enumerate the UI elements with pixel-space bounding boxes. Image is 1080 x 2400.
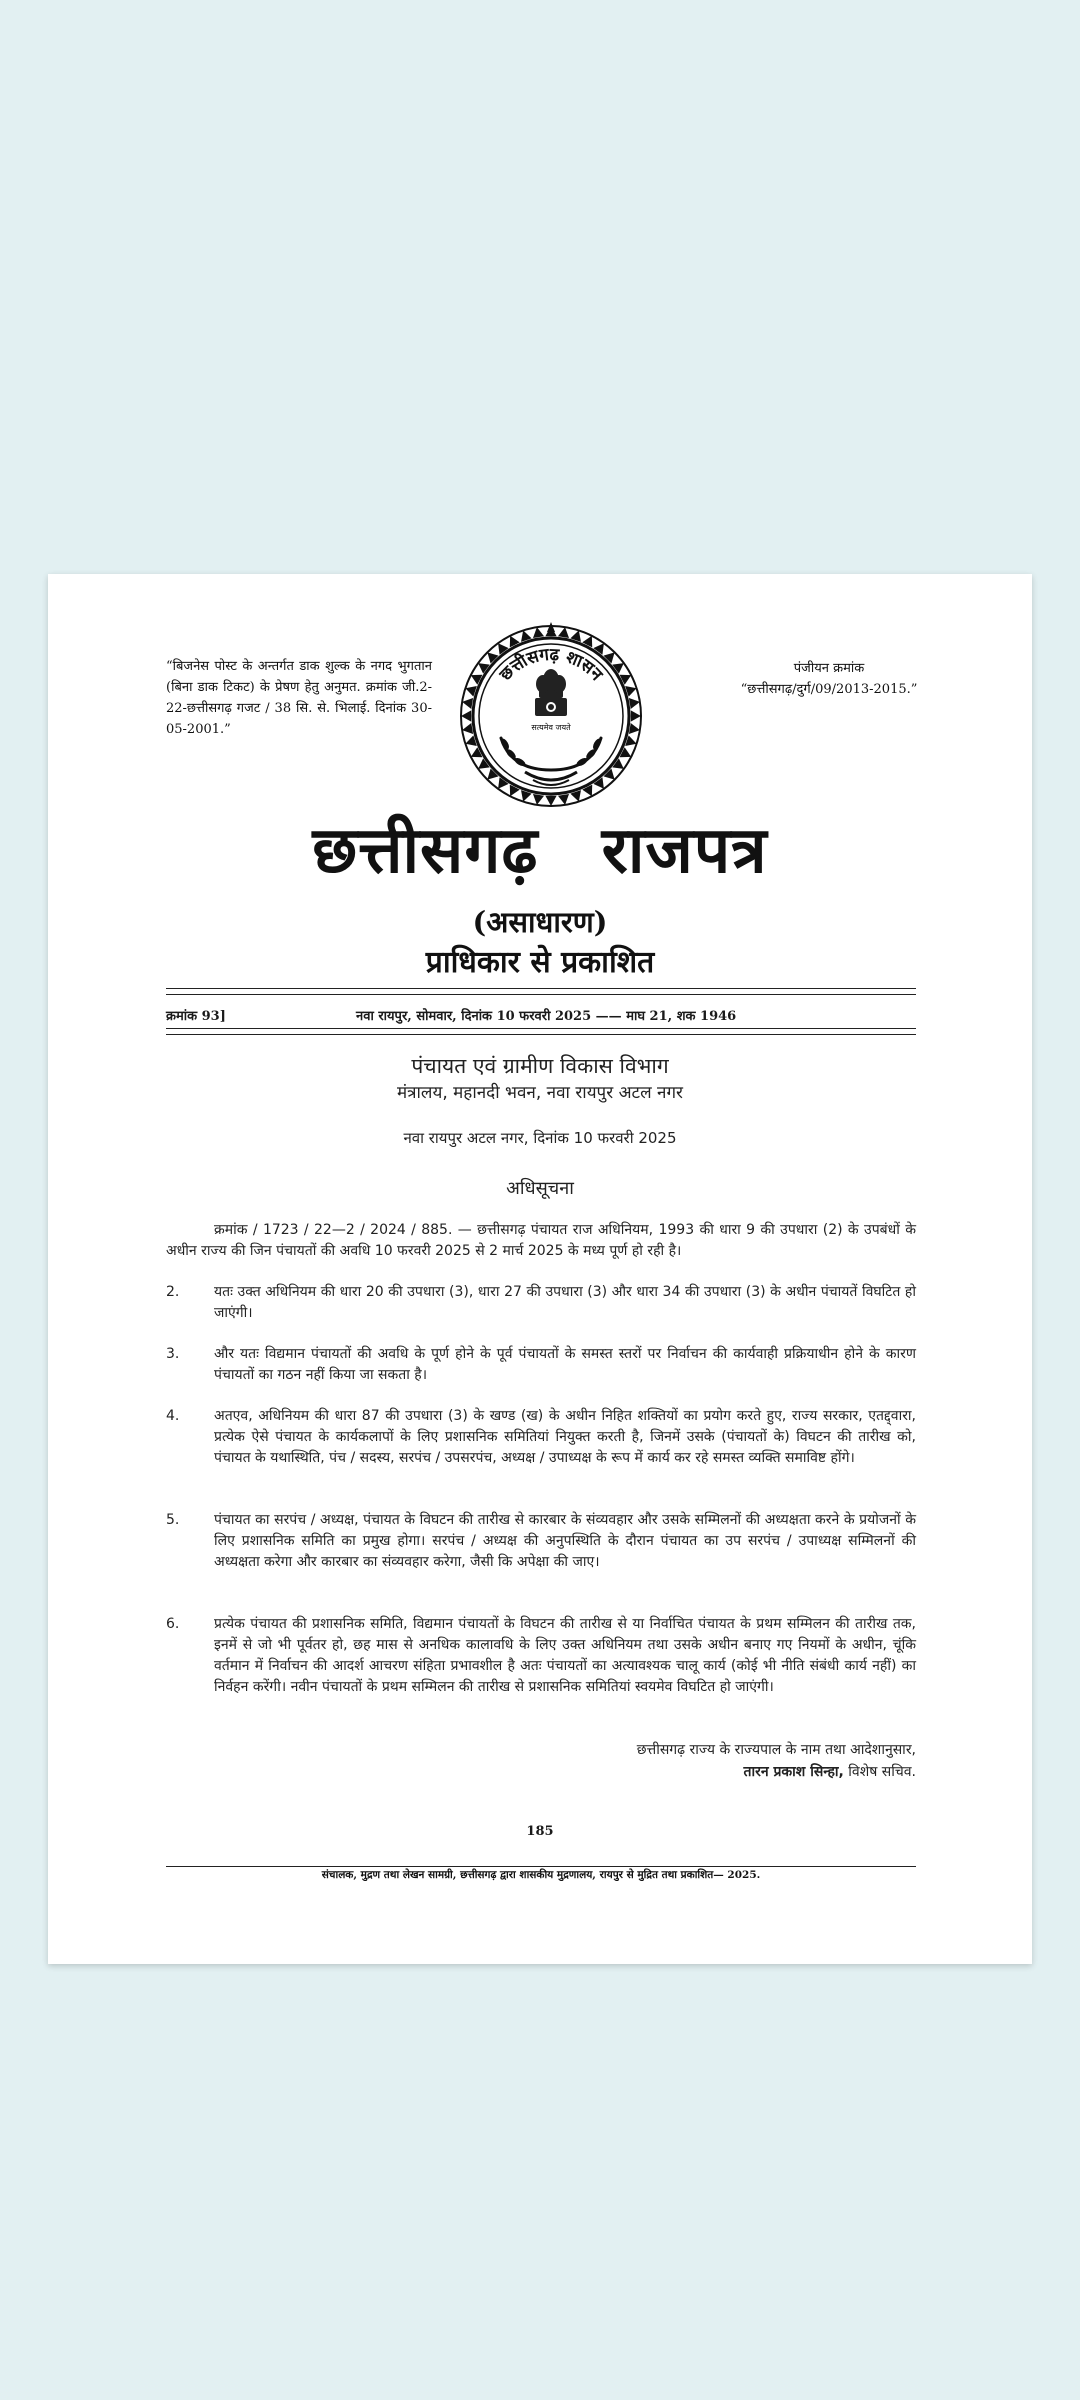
paragraph-number: 2. — [166, 1284, 180, 1300]
paragraph-3 — [166, 1344, 916, 1386]
gazette-page — [48, 574, 1032, 1964]
emblem-ring-tooth — [629, 723, 640, 734]
paragraph-text: अतएव, अधिनियम की धारा 87 की उपधारा (3) के खण्ड (ख) के अधीन निहित शक्तियों का प्रयोग करते हुए, राज्य सरकार, एतद्द्वारा, प्रत्येक ऐसे पंचायत के कार्यकलापों के लिए प्रशासनिक समितियां नियुक्त करती है, जिनमें उसके (पंचायतों के) विघटन की तारीख को, पंचायत के यथास्थिति, पंच / सदस्य, सरपंच / उपसरपंच, अध्यक्ष / उपाध्यक्ष के रूप में कार्य कर रहे समस्त व्यक्ति समाविष्ट होंगे। — [214, 1408, 916, 1466]
page-number: 185 — [526, 1824, 554, 1839]
registration-number: “छत्तीसगढ़/दुर्ग/09/2013-2015.” — [740, 682, 918, 697]
paragraph-6 — [166, 1614, 916, 1698]
emblem-ring-tooth — [545, 626, 556, 636]
emblem-ring-tooth — [629, 698, 640, 709]
emblem-ring-tooth — [558, 627, 569, 638]
governor-order-line: छत्तीसगढ़ राज्य के राज्यपाल के नाम तथा आदेशानुसार, — [636, 1742, 916, 1758]
emblem-ring-tooth — [462, 698, 473, 709]
paragraph-text: प्रत्येक पंचायत की प्रशासनिक समिति, विद्यमान पंचायतों के विघटन की तारीख से या निर्वाचित पंचायत के प्रथम सम्मिलन की तारीख तक, इनमें से जो भी पूर्वतर हो, छह मास से अनधिक कालावधि के लिए उक्त अधिनियम तथा उसके अधीन बनाए गए नियमों के अधीन, चूंकि वर्तमान में निर्वाचन की आदर्श आचरण संहिता प्रभावशील है अतः पंचायतों का अत्यावश्यक चालू कार्य (कोई भी नीति संबंधी कार्य नहीं) का निर्वहन करेंगी। नवीन पंचायतों के प्रथम सम्मिलन की तारीख से प्रशासनिक समितियां स्वयमेव विघटित हो जाएंगी। — [214, 1616, 916, 1695]
paragraph-number: 5. — [166, 1512, 180, 1528]
paragraph-text: पंचायत का सरपंच / अध्यक्ष, पंचायत के विघटन की तारीख से कारबार के संव्यवहार और उसके सम्मिलनों की अध्यक्षता करने के प्रयोजनों के लिए प्रशासनिक समिति का प्रमुख होगा। सरपंच / अध्यक्ष की अनुपस्थिति के दौरान पंचायत का उप सरपंच / उपाध्यक्ष सम्मिलनों की अध्यक्षता करेगा और कारबार का संव्यवहार करेगा, जैसी कि अपेक्षा की जाए। — [214, 1512, 916, 1570]
department-address: मंत्रालय, महानदी भवन, नवा रायपुर अटल नगर — [396, 1083, 684, 1103]
emblem-ring-tooth — [461, 710, 471, 721]
paragraph-2 — [166, 1282, 916, 1324]
gazette-extraordinary: (असाधारण) — [472, 905, 608, 939]
emblem-ring-tooth — [533, 627, 544, 638]
top-double-rule-2 — [166, 994, 916, 995]
notice-title: अधिसूचना — [506, 1178, 574, 1199]
paragraph-number: 4. — [166, 1408, 180, 1424]
paragraph-number: 6. — [166, 1616, 180, 1632]
bottom-double-rule-2 — [166, 1034, 916, 1035]
paragraph-text: और यतः विद्यमान पंचायतों की अवधि के पूर्ण होने के पूर्व पंचायतों के समस्त स्तरों पर निर्वाचन की कार्यवाही प्रक्रियाधीन होने के कारण पंचायतों का गठन नहीं किया जा सकता है। — [214, 1346, 916, 1383]
postal-permit-note: “बिजनेस पोस्ट के अन्तर्गत डाक शुल्क के नगद भुगतान (बिना डाक टिकट) के प्रेषण हेतु अनुमत. क्रमांक जी.2-22-छत्तीसगढ़ गजट / 38 सि. से. भिलाई. दिनांक 30-05-2001.” — [166, 659, 432, 737]
bottom-double-rule-1 — [166, 1028, 916, 1029]
registration-block — [698, 658, 960, 700]
footer-rule — [166, 1866, 916, 1867]
registration-label: पंजीयन क्रमांक — [793, 661, 865, 676]
intro-paragraph: क्रमांक / 1723 / 22—2 / 2024 / 885. — छत्तीसगढ़ पंचायत राज अधिनियम, 1993 की धारा 9 की उपधारा (2) के उपबंधों के अधीन राज्य की जिन पंचायतों की अवधि 10 फरवरी 2025 से 2 मार्च 2025 के मध्य पूर्ण हो रही है। — [166, 1222, 916, 1259]
state-emblem-icon — [455, 620, 647, 812]
emblem-ring-tooth — [462, 723, 473, 734]
signatory-name: तारन प्रकाश सिन्हा, — [743, 1764, 844, 1780]
top-double-rule-1 — [166, 988, 916, 989]
gazette-authority-line: प्राधिकार से प्रकाशित — [425, 945, 655, 980]
signatory — [743, 1762, 916, 1781]
paragraph-5 — [166, 1510, 916, 1573]
printer-footer: संचालक, मुद्रण तथा लेखन सामग्री, छत्तीसगढ़ द्वारा शासकीय मुद्रणालय, रायपुर से मुद्रित तथा प्रकाशित— 2025. — [321, 1869, 761, 1881]
issue-date: नवा रायपुर, सोमवार, दिनांक 10 फरवरी 2025 —— माघ 21, शक 1946 — [356, 1009, 737, 1024]
gazette-title: छत्तीसगढ़ राजपत्र — [312, 813, 768, 888]
signatory-title: विशेष सचिव. — [843, 1764, 916, 1780]
issue-number: क्रमांक 93] — [166, 1009, 226, 1024]
emblem-top-text: छत्तीसगढ़ शासन — [495, 644, 607, 685]
emblem-ring-tooth — [631, 710, 641, 721]
place-date: नवा रायपुर अटल नगर, दिनांक 10 फरवरी 2025 — [403, 1129, 677, 1147]
paragraph-number: 3. — [166, 1346, 180, 1362]
emblem-motto: सत्यमेव जयते — [531, 723, 571, 732]
paragraph-4 — [166, 1406, 916, 1469]
paragraph-text: यतः उक्त अधिनियम की धारा 20 की उपधारा (3), धारा 27 की उपधारा (3) और धारा 34 की उपधारा (3) के अधीन पंचायतें विघटित हो जाएंगी। — [214, 1284, 916, 1321]
department-name: पंचायत एवं ग्रामीण विकास विभाग — [411, 1054, 669, 1078]
